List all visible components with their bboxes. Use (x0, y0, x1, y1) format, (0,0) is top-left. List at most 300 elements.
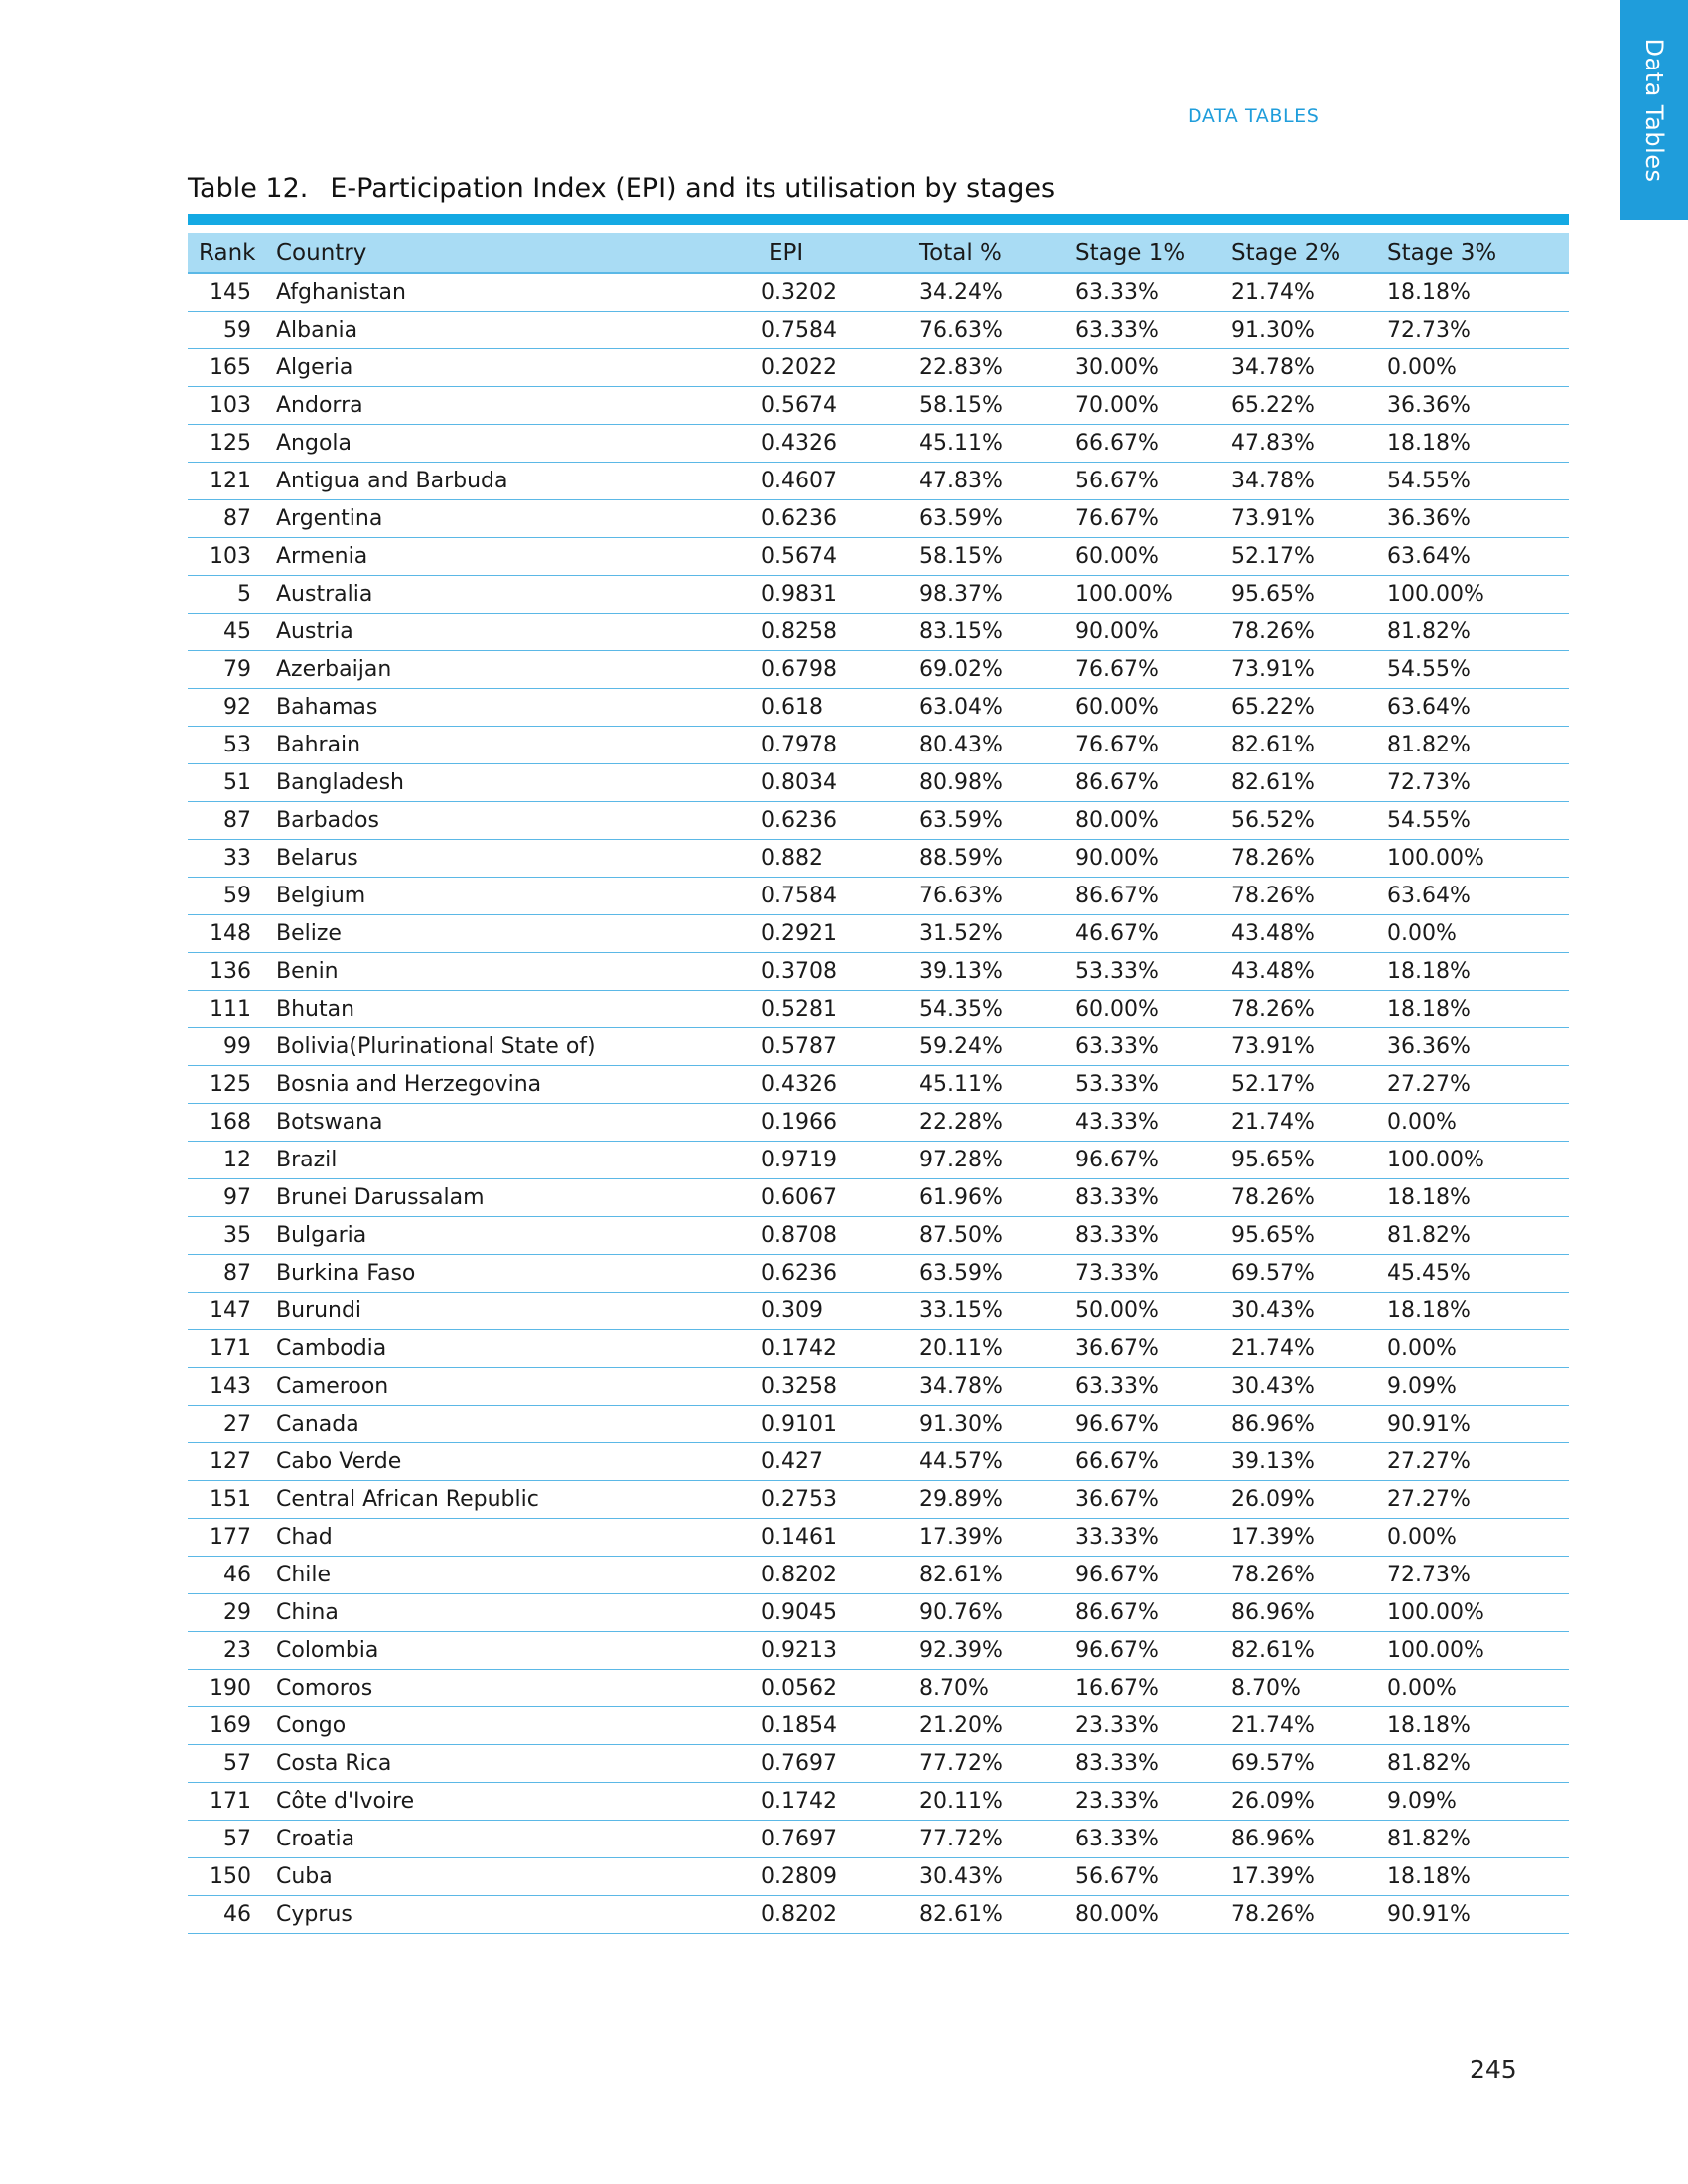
cell-epi: 0.6067 (758, 1179, 909, 1217)
cell-country: Australia (265, 576, 758, 614)
cell-stage1: 53.33% (1064, 953, 1220, 991)
table-title-text: E-Participation Index (EPI) and its utilisation by stages (330, 173, 1055, 204)
cell-stage1: 86.67% (1064, 764, 1220, 802)
cell-rank: 136 (188, 953, 265, 991)
table-row (188, 1670, 1569, 1707)
cell-total: 63.59% (909, 500, 1064, 538)
cell-country: Belarus (265, 840, 758, 878)
cell-rank: 87 (188, 1255, 265, 1293)
cell-epi: 0.2753 (758, 1481, 909, 1519)
cell-rank: 46 (188, 1557, 265, 1594)
cell-stage1: 63.33% (1064, 1821, 1220, 1858)
cell-stage3: 100.00% (1376, 1142, 1569, 1179)
table-row (188, 1594, 1569, 1632)
table-row (188, 349, 1569, 387)
cell-stage1: 90.00% (1064, 614, 1220, 651)
cell-country: Canada (265, 1406, 758, 1443)
cell-rank: 87 (188, 500, 265, 538)
cell-stage1: 66.67% (1064, 1443, 1220, 1481)
cell-stage3: 0.00% (1376, 1519, 1569, 1557)
cell-rank: 51 (188, 764, 265, 802)
cell-rank: 103 (188, 538, 265, 576)
cell-stage3: 81.82% (1376, 1745, 1569, 1783)
cell-stage1: 56.67% (1064, 1858, 1220, 1896)
cell-country: Congo (265, 1707, 758, 1745)
cell-stage1: 53.33% (1064, 1066, 1220, 1104)
cell-country: Brunei Darussalam (265, 1179, 758, 1217)
cell-stage1: 63.33% (1064, 312, 1220, 349)
cell-epi: 0.309 (758, 1293, 909, 1330)
cell-stage3: 63.64% (1376, 878, 1569, 915)
cell-stage3: 0.00% (1376, 349, 1569, 387)
cell-stage2: 82.61% (1220, 764, 1376, 802)
table-number: Table 12. (188, 173, 309, 204)
cell-country: Bulgaria (265, 1217, 758, 1255)
cell-stage3: 72.73% (1376, 312, 1569, 349)
cell-stage3: 36.36% (1376, 387, 1569, 425)
cell-stage3: 18.18% (1376, 1179, 1569, 1217)
table-row (188, 1745, 1569, 1783)
cell-stage1: 70.00% (1064, 387, 1220, 425)
cell-epi: 0.5281 (758, 991, 909, 1028)
cell-stage1: 23.33% (1064, 1707, 1220, 1745)
cell-epi: 0.2022 (758, 349, 909, 387)
cell-stage3: 18.18% (1376, 1293, 1569, 1330)
cell-epi: 0.1461 (758, 1519, 909, 1557)
cell-total: 29.89% (909, 1481, 1064, 1519)
cell-rank: 151 (188, 1481, 265, 1519)
cell-stage1: 96.67% (1064, 1557, 1220, 1594)
cell-stage1: 76.67% (1064, 727, 1220, 764)
cell-stage3: 100.00% (1376, 576, 1569, 614)
cell-country: Albania (265, 312, 758, 349)
table-row (188, 1632, 1569, 1670)
cell-stage1: 36.67% (1064, 1330, 1220, 1368)
cell-stage3: 0.00% (1376, 1670, 1569, 1707)
cell-epi: 0.8034 (758, 764, 909, 802)
cell-stage2: 34.78% (1220, 349, 1376, 387)
table-row (188, 991, 1569, 1028)
cell-rank: 45 (188, 614, 265, 651)
cell-epi: 0.618 (758, 689, 909, 727)
cell-stage2: 82.61% (1220, 1632, 1376, 1670)
cell-stage1: 60.00% (1064, 991, 1220, 1028)
table-row (188, 1707, 1569, 1745)
section-tab-label: Data Tables (1640, 38, 1668, 183)
table-row (188, 1066, 1569, 1104)
cell-rank: 111 (188, 991, 265, 1028)
table-row (188, 953, 1569, 991)
cell-rank: 171 (188, 1330, 265, 1368)
cell-epi: 0.6236 (758, 802, 909, 840)
cell-total: 88.59% (909, 840, 1064, 878)
cell-stage3: 63.64% (1376, 689, 1569, 727)
cell-stage2: 65.22% (1220, 387, 1376, 425)
cell-country: Cambodia (265, 1330, 758, 1368)
cell-country: Brazil (265, 1142, 758, 1179)
cell-stage2: 78.26% (1220, 614, 1376, 651)
table-row (188, 312, 1569, 349)
cell-rank: 171 (188, 1783, 265, 1821)
cell-total: 21.20% (909, 1707, 1064, 1745)
epi-table (188, 233, 1569, 1934)
cell-stage3: 18.18% (1376, 273, 1569, 312)
cell-epi: 0.882 (758, 840, 909, 878)
cell-country: Antigua and Barbuda (265, 463, 758, 500)
cell-country: Armenia (265, 538, 758, 576)
cell-country: Benin (265, 953, 758, 991)
section-tab[interactable] (1620, 0, 1688, 220)
cell-country: Austria (265, 614, 758, 651)
column-header-stage3: Stage 3% (1376, 233, 1569, 273)
cell-total: 54.35% (909, 991, 1064, 1028)
table-row (188, 1519, 1569, 1557)
cell-country: Cuba (265, 1858, 758, 1896)
table-title (188, 173, 1055, 204)
cell-epi: 0.2921 (758, 915, 909, 953)
cell-epi: 0.7978 (758, 727, 909, 764)
cell-stage2: 78.26% (1220, 878, 1376, 915)
cell-country: Bahamas (265, 689, 758, 727)
table-row (188, 425, 1569, 463)
cell-stage3: 45.45% (1376, 1255, 1569, 1293)
cell-stage1: 96.67% (1064, 1142, 1220, 1179)
cell-total: 8.70% (909, 1670, 1064, 1707)
cell-total: 80.98% (909, 764, 1064, 802)
table-row (188, 614, 1569, 651)
cell-total: 76.63% (909, 878, 1064, 915)
cell-total: 63.59% (909, 1255, 1064, 1293)
cell-stage2: 17.39% (1220, 1858, 1376, 1896)
cell-stage1: 76.67% (1064, 500, 1220, 538)
cell-stage3: 72.73% (1376, 1557, 1569, 1594)
cell-stage2: 21.74% (1220, 1707, 1376, 1745)
cell-stage3: 90.91% (1376, 1896, 1569, 1934)
cell-epi: 0.6236 (758, 1255, 909, 1293)
table-row (188, 1330, 1569, 1368)
cell-stage1: 50.00% (1064, 1293, 1220, 1330)
table-row (188, 878, 1569, 915)
cell-stage2: 39.13% (1220, 1443, 1376, 1481)
cell-rank: 33 (188, 840, 265, 878)
cell-stage2: 69.57% (1220, 1745, 1376, 1783)
cell-rank: 169 (188, 1707, 265, 1745)
cell-stage2: 21.74% (1220, 1330, 1376, 1368)
cell-stage1: 16.67% (1064, 1670, 1220, 1707)
cell-rank: 97 (188, 1179, 265, 1217)
cell-stage3: 9.09% (1376, 1783, 1569, 1821)
cell-stage1: 30.00% (1064, 349, 1220, 387)
cell-stage3: 18.18% (1376, 991, 1569, 1028)
cell-total: 92.39% (909, 1632, 1064, 1670)
cell-country: Colombia (265, 1632, 758, 1670)
cell-stage2: 91.30% (1220, 312, 1376, 349)
cell-total: 59.24% (909, 1028, 1064, 1066)
cell-total: 34.24% (909, 273, 1064, 312)
cell-rank: 59 (188, 312, 265, 349)
cell-stage2: 78.26% (1220, 1896, 1376, 1934)
cell-rank: 143 (188, 1368, 265, 1406)
cell-country: Bolivia(Plurinational State of) (265, 1028, 758, 1066)
table-row (188, 1783, 1569, 1821)
cell-country: Belize (265, 915, 758, 953)
cell-total: 20.11% (909, 1783, 1064, 1821)
cell-stage1: 83.33% (1064, 1217, 1220, 1255)
table-row (188, 1896, 1569, 1934)
cell-total: 30.43% (909, 1858, 1064, 1896)
cell-total: 47.83% (909, 463, 1064, 500)
cell-total: 33.15% (909, 1293, 1064, 1330)
cell-epi: 0.1742 (758, 1783, 909, 1821)
cell-country: Cyprus (265, 1896, 758, 1934)
table-body (188, 273, 1569, 1934)
table-row (188, 915, 1569, 953)
cell-stage2: 30.43% (1220, 1368, 1376, 1406)
cell-country: Angola (265, 425, 758, 463)
cell-stage3: 27.27% (1376, 1066, 1569, 1104)
cell-stage2: 73.91% (1220, 651, 1376, 689)
cell-stage2: 73.91% (1220, 500, 1376, 538)
cell-stage3: 0.00% (1376, 1104, 1569, 1142)
cell-rank: 190 (188, 1670, 265, 1707)
table-row (188, 1255, 1569, 1293)
table-row (188, 840, 1569, 878)
table-header-row (188, 233, 1569, 273)
cell-country: Belgium (265, 878, 758, 915)
cell-rank: 121 (188, 463, 265, 500)
cell-country: Comoros (265, 1670, 758, 1707)
cell-stage2: 26.09% (1220, 1783, 1376, 1821)
table-row (188, 802, 1569, 840)
cell-stage2: 95.65% (1220, 576, 1376, 614)
cell-stage3: 90.91% (1376, 1406, 1569, 1443)
cell-total: 45.11% (909, 425, 1064, 463)
cell-country: Burundi (265, 1293, 758, 1330)
cell-total: 22.28% (909, 1104, 1064, 1142)
cell-stage3: 0.00% (1376, 915, 1569, 953)
cell-total: 44.57% (909, 1443, 1064, 1481)
table-row (188, 500, 1569, 538)
cell-epi: 0.9831 (758, 576, 909, 614)
cell-rank: 29 (188, 1594, 265, 1632)
cell-stage3: 54.55% (1376, 802, 1569, 840)
title-rule (188, 214, 1569, 225)
cell-rank: 53 (188, 727, 265, 764)
cell-rank: 177 (188, 1519, 265, 1557)
table-row (188, 538, 1569, 576)
cell-rank: 23 (188, 1632, 265, 1670)
cell-stage2: 86.96% (1220, 1406, 1376, 1443)
cell-stage2: 26.09% (1220, 1481, 1376, 1519)
cell-stage1: 83.33% (1064, 1745, 1220, 1783)
cell-country: Bangladesh (265, 764, 758, 802)
cell-stage1: 60.00% (1064, 689, 1220, 727)
cell-epi: 0.5674 (758, 538, 909, 576)
cell-rank: 125 (188, 425, 265, 463)
cell-stage1: 33.33% (1064, 1519, 1220, 1557)
table-row (188, 727, 1569, 764)
table-row (188, 463, 1569, 500)
cell-rank: 79 (188, 651, 265, 689)
cell-total: 69.02% (909, 651, 1064, 689)
cell-rank: 35 (188, 1217, 265, 1255)
cell-stage2: 78.26% (1220, 991, 1376, 1028)
page-number: 245 (1470, 2055, 1517, 2084)
cell-stage1: 100.00% (1064, 576, 1220, 614)
column-header-rank: Rank (188, 233, 265, 273)
cell-stage3: 81.82% (1376, 1217, 1569, 1255)
cell-total: 58.15% (909, 387, 1064, 425)
cell-epi: 0.1854 (758, 1707, 909, 1745)
cell-epi: 0.3202 (758, 273, 909, 312)
cell-total: 20.11% (909, 1330, 1064, 1368)
cell-rank: 168 (188, 1104, 265, 1142)
cell-epi: 0.4326 (758, 1066, 909, 1104)
table-row (188, 1293, 1569, 1330)
column-header-stage1: Stage 1% (1064, 233, 1220, 273)
cell-stage1: 23.33% (1064, 1783, 1220, 1821)
table-row (188, 689, 1569, 727)
cell-epi: 0.8258 (758, 614, 909, 651)
cell-total: 22.83% (909, 349, 1064, 387)
cell-total: 83.15% (909, 614, 1064, 651)
cell-total: 87.50% (909, 1217, 1064, 1255)
cell-stage3: 100.00% (1376, 1632, 1569, 1670)
cell-stage2: 95.65% (1220, 1217, 1376, 1255)
cell-rank: 165 (188, 349, 265, 387)
cell-total: 45.11% (909, 1066, 1064, 1104)
cell-epi: 0.7584 (758, 312, 909, 349)
cell-stage3: 81.82% (1376, 614, 1569, 651)
cell-stage3: 0.00% (1376, 1330, 1569, 1368)
cell-rank: 127 (188, 1443, 265, 1481)
running-head: DATA TABLES (1188, 105, 1320, 127)
cell-total: 31.52% (909, 915, 1064, 953)
cell-stage2: 73.91% (1220, 1028, 1376, 1066)
cell-stage3: 9.09% (1376, 1368, 1569, 1406)
cell-epi: 0.9213 (758, 1632, 909, 1670)
cell-stage3: 36.36% (1376, 500, 1569, 538)
cell-country: Burkina Faso (265, 1255, 758, 1293)
cell-epi: 0.7697 (758, 1745, 909, 1783)
table-row (188, 1179, 1569, 1217)
cell-stage2: 86.96% (1220, 1821, 1376, 1858)
cell-stage3: 27.27% (1376, 1481, 1569, 1519)
cell-rank: 103 (188, 387, 265, 425)
cell-epi: 0.3708 (758, 953, 909, 991)
cell-stage3: 100.00% (1376, 1594, 1569, 1632)
cell-total: 82.61% (909, 1557, 1064, 1594)
cell-epi: 0.9719 (758, 1142, 909, 1179)
cell-epi: 0.8708 (758, 1217, 909, 1255)
cell-stage2: 43.48% (1220, 953, 1376, 991)
cell-stage2: 30.43% (1220, 1293, 1376, 1330)
cell-country: Argentina (265, 500, 758, 538)
table-row (188, 1557, 1569, 1594)
cell-stage1: 46.67% (1064, 915, 1220, 953)
cell-stage2: 78.26% (1220, 840, 1376, 878)
cell-stage2: 47.83% (1220, 425, 1376, 463)
cell-stage1: 90.00% (1064, 840, 1220, 878)
cell-stage2: 21.74% (1220, 1104, 1376, 1142)
cell-stage1: 86.67% (1064, 1594, 1220, 1632)
cell-total: 39.13% (909, 953, 1064, 991)
table-row (188, 1406, 1569, 1443)
table-row (188, 1858, 1569, 1896)
table-row (188, 1481, 1569, 1519)
column-header-country: Country (265, 233, 758, 273)
cell-epi: 0.427 (758, 1443, 909, 1481)
cell-rank: 27 (188, 1406, 265, 1443)
cell-epi: 0.7584 (758, 878, 909, 915)
cell-stage3: 27.27% (1376, 1443, 1569, 1481)
cell-stage3: 18.18% (1376, 1707, 1569, 1745)
cell-epi: 0.9101 (758, 1406, 909, 1443)
cell-country: Bahrain (265, 727, 758, 764)
cell-rank: 5 (188, 576, 265, 614)
cell-rank: 99 (188, 1028, 265, 1066)
cell-rank: 57 (188, 1745, 265, 1783)
cell-rank: 87 (188, 802, 265, 840)
cell-country: Barbados (265, 802, 758, 840)
cell-country: Croatia (265, 1821, 758, 1858)
cell-epi: 0.3258 (758, 1368, 909, 1406)
cell-stage2: 78.26% (1220, 1179, 1376, 1217)
cell-stage3: 63.64% (1376, 538, 1569, 576)
cell-epi: 0.5674 (758, 387, 909, 425)
cell-total: 17.39% (909, 1519, 1064, 1557)
cell-country: China (265, 1594, 758, 1632)
cell-total: 91.30% (909, 1406, 1064, 1443)
table-row (188, 387, 1569, 425)
cell-country: Cameroon (265, 1368, 758, 1406)
cell-stage3: 36.36% (1376, 1028, 1569, 1066)
table-row (188, 1028, 1569, 1066)
cell-rank: 148 (188, 915, 265, 953)
cell-epi: 0.1742 (758, 1330, 909, 1368)
cell-rank: 57 (188, 1821, 265, 1858)
table-row (188, 1217, 1569, 1255)
cell-rank: 147 (188, 1293, 265, 1330)
cell-total: 63.04% (909, 689, 1064, 727)
cell-stage2: 56.52% (1220, 802, 1376, 840)
cell-stage3: 81.82% (1376, 1821, 1569, 1858)
cell-country: Azerbaijan (265, 651, 758, 689)
cell-country: Algeria (265, 349, 758, 387)
column-header-total: Total % (909, 233, 1064, 273)
cell-stage2: 34.78% (1220, 463, 1376, 500)
cell-country: Central African Republic (265, 1481, 758, 1519)
cell-country: Côte d'Ivoire (265, 1783, 758, 1821)
cell-stage2: 86.96% (1220, 1594, 1376, 1632)
cell-rank: 92 (188, 689, 265, 727)
cell-country: Chile (265, 1557, 758, 1594)
cell-total: 77.72% (909, 1745, 1064, 1783)
cell-rank: 145 (188, 273, 265, 312)
cell-epi: 0.5787 (758, 1028, 909, 1066)
cell-stage1: 96.67% (1064, 1406, 1220, 1443)
cell-total: 61.96% (909, 1179, 1064, 1217)
table-row (188, 1368, 1569, 1406)
cell-stage1: 63.33% (1064, 273, 1220, 312)
cell-epi: 0.8202 (758, 1557, 909, 1594)
cell-stage1: 80.00% (1064, 1896, 1220, 1934)
cell-country: Andorra (265, 387, 758, 425)
cell-stage1: 80.00% (1064, 802, 1220, 840)
cell-total: 34.78% (909, 1368, 1064, 1406)
cell-stage2: 95.65% (1220, 1142, 1376, 1179)
cell-stage1: 66.67% (1064, 425, 1220, 463)
